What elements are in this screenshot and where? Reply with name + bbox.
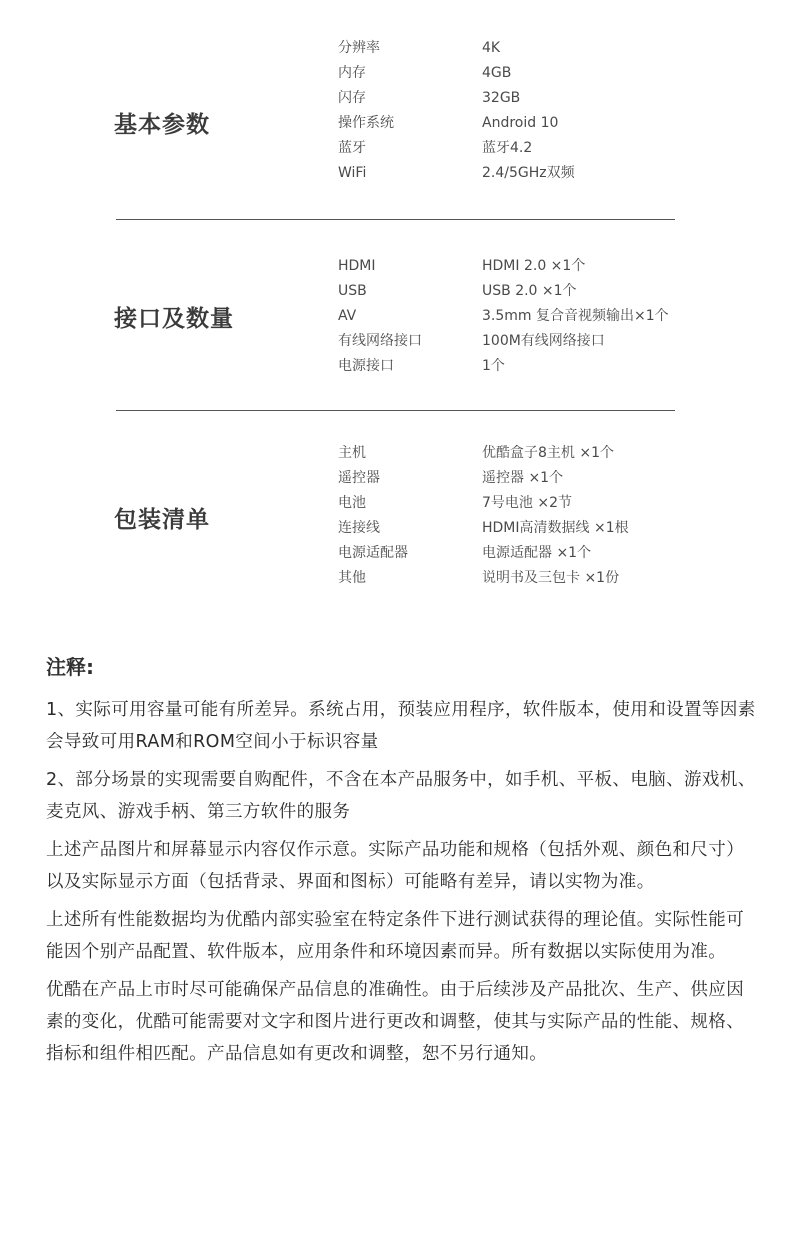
spec-key: AV bbox=[338, 308, 357, 324]
spec-key: HDMI bbox=[338, 258, 376, 274]
note-paragraph: 2、部分场景的实现需要自购配件，不含在本产品服务中，如手机、平板、电脑、游戏机、麦克风、游戏手柄、第三方软件的服务 bbox=[46, 770, 756, 822]
note-paragraph: 上述产品图片和屏幕显示内容仅作示意。实际产品功能和规格（包括外观、颜色和尺寸）以及实际显示方面（包括背录、界面和图标）可能略有差异，请以实物为准。 bbox=[46, 840, 745, 892]
spec-value: 3.5mm 复合音视频输出×1个 bbox=[482, 308, 669, 324]
spec-key: 蓝牙 bbox=[338, 140, 366, 156]
spec-row bbox=[0, 466, 790, 491]
spec-value: USB 2.0 ×1个 bbox=[482, 283, 577, 299]
spec-key: 电源接口 bbox=[338, 358, 394, 374]
section-divider bbox=[116, 410, 675, 411]
spec-value: 电源适配器 ×1个 bbox=[482, 545, 592, 561]
spec-key: 有线网络接口 bbox=[338, 333, 422, 349]
notes-block bbox=[46, 652, 756, 1076]
spec-value: 100M有线网络接口 bbox=[482, 333, 605, 349]
spec-value: HDMI高清数据线 ×1根 bbox=[482, 520, 629, 536]
section-title: 接口及数量 bbox=[114, 306, 234, 332]
section-title: 基本参数 bbox=[114, 112, 210, 138]
spec-row bbox=[0, 111, 790, 136]
spec-row bbox=[0, 161, 790, 186]
spec-key: 内存 bbox=[338, 65, 366, 81]
spec-value: 4K bbox=[482, 40, 501, 56]
spec-row bbox=[0, 61, 790, 86]
spec-row bbox=[0, 136, 790, 161]
spec-key: 主机 bbox=[338, 445, 366, 461]
spec-key: WiFi bbox=[338, 165, 367, 181]
spec-key: 分辨率 bbox=[338, 40, 380, 56]
spec-value: 说明书及三包卡 ×1份 bbox=[482, 570, 620, 586]
section-title: 包装清单 bbox=[114, 507, 210, 533]
spec-row bbox=[0, 279, 790, 304]
spec-value: 7号电池 ×2节 bbox=[482, 495, 572, 511]
note-paragraph: 上述所有性能数据均为优酷内部实验室在特定条件下进行测试获得的理论值。实际性能可能因个别产品配置、软件版本，应用条件和环境因素而异。所有数据以实际使用为准。 bbox=[46, 910, 745, 962]
spec-row bbox=[0, 304, 790, 329]
spec-row bbox=[0, 254, 790, 279]
spec-value: 蓝牙4.2 bbox=[482, 140, 533, 156]
spec-row bbox=[0, 354, 790, 379]
spec-row bbox=[0, 516, 790, 541]
spec-row bbox=[0, 329, 790, 354]
spec-key: 其他 bbox=[338, 570, 366, 586]
spec-row bbox=[0, 491, 790, 516]
section-divider bbox=[116, 219, 675, 220]
note-paragraph: 优酷在产品上市时尽可能确保产品信息的准确性。由于后续涉及产品批次、生产、供应因素的变化，优酷可能需要对文字和图片进行更改和调整，使其与实际产品的性能、规格、指标和组件相匹配。产品信息如有更改和调整，恕不另行通知。 bbox=[46, 980, 745, 1064]
spec-value: 1个 bbox=[482, 358, 505, 374]
spec-key: 遥控器 bbox=[338, 470, 380, 486]
spec-value: 4GB bbox=[482, 65, 512, 81]
spec-key: 连接线 bbox=[338, 520, 380, 536]
spec-value: HDMI 2.0 ×1个 bbox=[482, 258, 586, 274]
spec-value: Android 10 bbox=[482, 115, 559, 131]
spec-row bbox=[0, 36, 790, 61]
spec-row bbox=[0, 541, 790, 566]
spec-value: 优酷盒子8主机 ×1个 bbox=[482, 445, 614, 461]
note-paragraph: 1、实际可用容量可能有所差异。系统占用，预装应用程序，软件版本，使用和设置等因素会导致可用RAM和ROM空间小于标识容量 bbox=[46, 700, 756, 752]
notes-title: 注释: bbox=[46, 655, 94, 679]
spec-key: USB bbox=[338, 283, 367, 299]
spec-key: 电池 bbox=[338, 495, 366, 511]
spec-value: 遥控器 ×1个 bbox=[482, 470, 564, 486]
spec-row bbox=[0, 86, 790, 111]
spec-value: 2.4/5GHz双频 bbox=[482, 165, 575, 181]
spec-row bbox=[0, 566, 790, 591]
spec-key: 电源适配器 bbox=[338, 545, 408, 561]
spec-value: 32GB bbox=[482, 90, 521, 106]
spec-key: 闪存 bbox=[338, 90, 366, 106]
spec-key: 操作系统 bbox=[338, 115, 394, 131]
spec-row bbox=[0, 441, 790, 466]
